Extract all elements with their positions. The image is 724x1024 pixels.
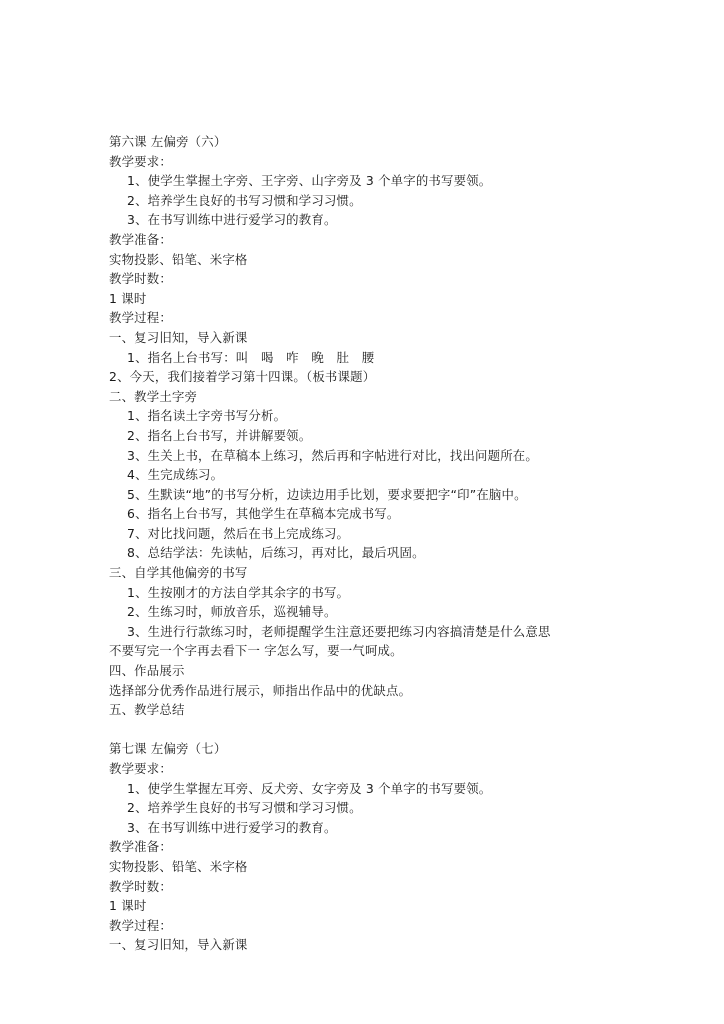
lesson6-section4-text: 选择部分优秀作品进行展示，师指出作品中的优缺点。 <box>109 682 412 698</box>
lesson6-section2-title: 二、教学土字旁 <box>109 388 198 404</box>
lesson6-section2-item-1: 1、指名读土字旁书写分析。 <box>127 408 287 424</box>
lesson6-section2-item-3: 3、生关上书，在草稿本上练习，然后再和字帖进行对比，找出问题所在。 <box>127 447 538 463</box>
lesson6-requirement-1: 1、使学生掌握土字旁、王字旁、山字旁及 3 个单字的书写要领。 <box>127 173 492 189</box>
lesson6-section2-item-2: 2、指名上台书写，并讲解要领。 <box>127 427 312 443</box>
lesson6-requirement-3: 3、在书写训练中进行爱学习的教育。 <box>127 212 337 228</box>
lesson6-section3-item-3-continued: 不要写完一个字再去看下一 字怎么写，要一气呵成。 <box>109 643 403 659</box>
lesson7-preparation-text: 实物投影、铅笔、米字格 <box>109 858 248 874</box>
lesson7-requirement-2: 2、培养学生良好的书写习惯和学习习惯。 <box>127 800 362 816</box>
lesson6-section4-title: 四、作品展示 <box>109 663 185 679</box>
lesson6-section2-item-7: 7、对比找问题，然后在书上完成练习。 <box>127 525 350 541</box>
lesson7-section1-title: 一、复习旧知，导入新课 <box>109 937 248 953</box>
lesson6-time-text: 1 课时 <box>109 290 147 306</box>
lesson6-section2-item-5: 5、生默读“地”的书写分析，边读边用手比划，要求要把字“印”在脑中。 <box>127 486 527 502</box>
lesson6-section1-title: 一、复习旧知，导入新课 <box>109 329 248 345</box>
lesson7-requirement-3: 3、在书写训练中进行爱学习的教育。 <box>127 819 337 835</box>
lesson6-section3-item-2: 2、生练习时，师放音乐，巡视辅导。 <box>127 604 337 620</box>
lesson6-section3-item-1: 1、生按刚才的方法自学其余字的书写。 <box>127 584 350 600</box>
lesson6-time-label: 教学时数： <box>109 271 172 287</box>
lesson6-section3-title: 三、自学其他偏旁的书写 <box>109 565 248 581</box>
lesson6-requirements-label: 教学要求： <box>109 153 172 169</box>
lesson6-preparation-text: 实物投影、铅笔、米字格 <box>109 251 248 267</box>
lesson7-requirement-1: 1、使学生掌握左耳旁、反犬旁、女字旁及 3 个单字的书写要领。 <box>127 780 492 796</box>
lesson-divider-space <box>109 720 629 740</box>
lesson6-requirement-2: 2、培养学生良好的书写习惯和学习习惯。 <box>127 192 362 208</box>
lesson6-section5-title: 五、教学总结 <box>109 702 185 718</box>
lesson6-section3-item-3: 3、生进行行款练习时，老师提醒学生注意还要把练习内容搞清楚是什么意思 <box>127 623 551 639</box>
lesson6-section2-item-4: 4、生完成练习。 <box>127 467 224 483</box>
lesson7-requirements-label: 教学要求： <box>109 761 172 776</box>
lesson7-process-label: 教学过程： <box>109 917 172 933</box>
lesson6-section1-item-2: 2、今天，我们接着学习第十四课。（板书课题） <box>109 369 376 385</box>
document-body <box>109 132 629 955</box>
lesson7-time-text: 1 课时 <box>109 898 147 914</box>
lesson7-preparation-label: 教学准备： <box>109 839 172 855</box>
lesson6-section1-item-1: 1、指名上台书写：叫 喝 咋 晚 肚 腰 <box>127 349 375 365</box>
lesson6-section2-item-8: 8、总结学法：先读帖，后练习，再对比，最后巩固。 <box>127 545 425 561</box>
lesson6-process-label: 教学过程： <box>109 310 172 326</box>
lesson6-title: 第六课 左偏旁（六） <box>109 134 227 149</box>
lesson7-title: 第七课 左偏旁（七） <box>109 741 227 757</box>
lesson7-time-label: 教学时数： <box>109 878 172 894</box>
lesson6-preparation-label: 教学准备： <box>109 231 172 247</box>
lesson6-section2-item-6: 6、指名上台书写，其他学生在草稿本完成书写。 <box>127 506 400 522</box>
